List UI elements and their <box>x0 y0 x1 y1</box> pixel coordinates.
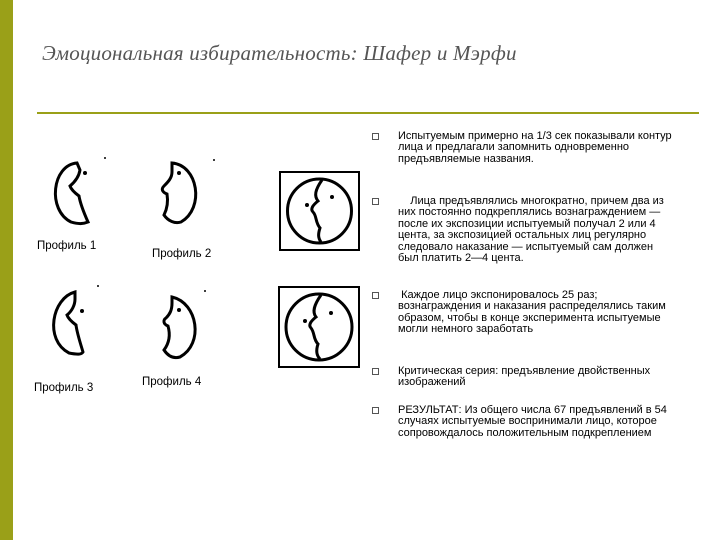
profile-3-label: Профиль 3 <box>34 382 94 394</box>
profile-1-label: Профиль 1 <box>37 240 97 252</box>
square-bullet-icon <box>372 292 379 299</box>
ambiguous-figure-bottom <box>279 287 359 367</box>
profile-2-figure <box>162 159 215 223</box>
square-bullet-icon <box>372 368 379 375</box>
profile-1-figure <box>55 157 106 224</box>
profile-4-label: Профиль 4 <box>142 376 202 388</box>
slide-title: Эмоциональная избирательность: Шафер и Мэрфи <box>42 41 517 65</box>
bullet-text: Критическая серия: предъявление двойственных изображений <box>398 365 651 389</box>
bullet-text: Каждое лицо экспонировалось 25 раз; вознаграждения и наказания распределялись таким образом, чтобы в конце эксперимента испытуемые могли немного заработать <box>398 289 669 336</box>
ambiguous-figure-top <box>280 172 359 250</box>
profile-3-figure <box>54 285 99 354</box>
bullet-text: Испытуемым примерно на 1/3 сек показывали контур лица и предлагали запомнить одновременно предъявляемые названия. <box>398 130 672 165</box>
square-bullet-icon <box>372 198 379 205</box>
profile-4-figure <box>164 290 206 358</box>
bullet-text: Лица предъявлялись многократно, причем два из них постоянно подкреплялись вознаграждением — после их экспозиции испытуемый получал 2 или 4 цента, за экспозицией остальных лиц регулярно следовало наказание — испытуемый сам должен был платить 2—4 цента. <box>398 195 667 265</box>
square-bullet-icon <box>372 133 379 140</box>
bullet-text: РЕЗУЛЬТАТ: Из общего числа 67 предъявлений в 54 случаях испытуемые воспринимали лицо, которое сопровождалось положительным подкреплением <box>398 404 667 439</box>
profile-2-label: Профиль 2 <box>152 248 212 260</box>
square-bullet-icon <box>372 407 379 414</box>
